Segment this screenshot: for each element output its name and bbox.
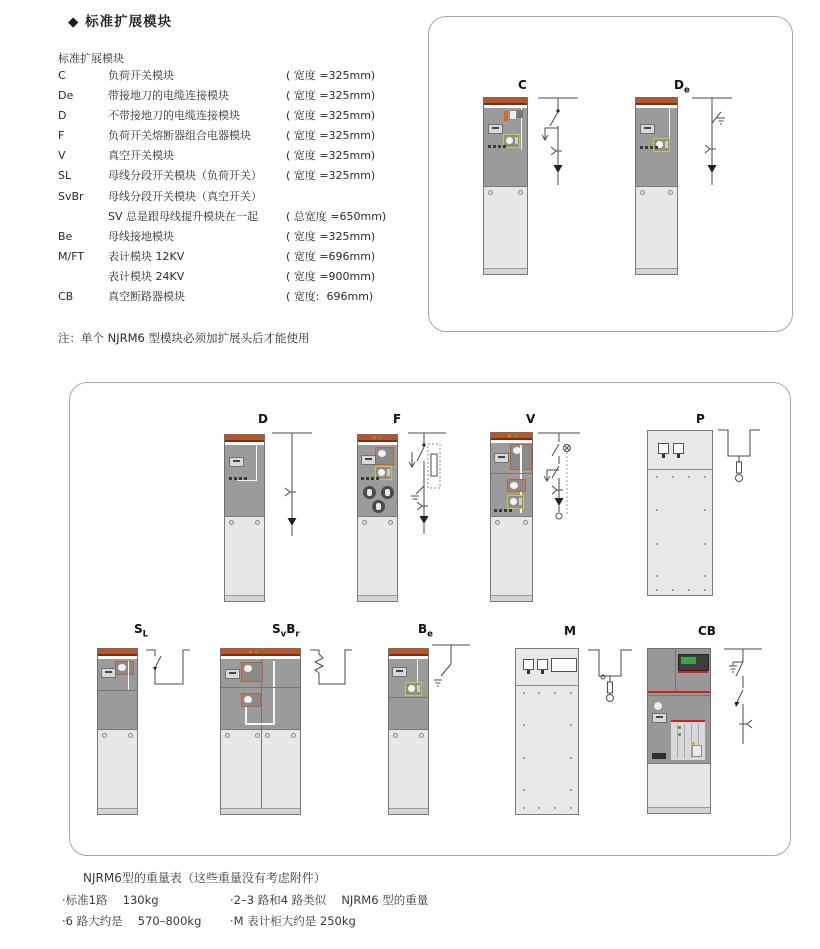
- door-seam: [261, 729, 262, 814]
- mechanism-panel: [241, 693, 261, 707]
- status-dot-orange: [508, 434, 511, 437]
- module-desc: 负荷开关熔断器组合电器模块: [108, 129, 251, 143]
- base-strip: [389, 808, 428, 814]
- diagram-label-d: D: [258, 412, 268, 426]
- module-desc: 母线分段开关模块（真空开关）: [108, 189, 262, 203]
- module-desc: 表计模块 24KV: [108, 269, 185, 283]
- meter-window: [673, 443, 684, 454]
- cable-compartment-door: [635, 186, 678, 275]
- screw: [668, 190, 673, 195]
- red-stripe: [678, 671, 708, 673]
- module-code: Be: [58, 229, 73, 243]
- module-code: [58, 267, 108, 287]
- busbar-cover: [636, 98, 677, 105]
- cable-compartment-door: [224, 516, 265, 602]
- busbar-cover: [389, 649, 428, 656]
- screw-dot: [554, 692, 556, 694]
- cabinet-d: [224, 434, 265, 602]
- protection-relay-display: [678, 654, 709, 671]
- pressure-gauge: [653, 701, 663, 711]
- indicator-dots: [361, 477, 379, 480]
- diagram-label-cb: CB: [698, 624, 716, 638]
- screw-dot: [704, 589, 706, 591]
- screw-dot: [538, 807, 540, 809]
- module-desc: 不带接地刀的电缆连接模块: [108, 109, 240, 123]
- base-strip: [221, 808, 300, 814]
- mechanism-panel: [115, 661, 134, 675]
- nameplate: [494, 453, 509, 463]
- screw: [518, 190, 523, 195]
- mechanism-panel: [375, 447, 394, 465]
- mechanism-panel: [241, 662, 263, 682]
- screw-dot: [523, 789, 525, 791]
- base-strip: [98, 808, 137, 814]
- weight-item: ·2–3 路和4 路类似 NJRM6 型的重量: [230, 893, 429, 907]
- nameplate: [652, 713, 667, 723]
- diagram-label-p: P: [696, 412, 705, 426]
- module-code: SL: [58, 169, 72, 183]
- circuit-symbol-v: [536, 428, 582, 560]
- module-code: D: [58, 109, 67, 123]
- compartment-divider: [389, 697, 428, 698]
- red-stripe: [648, 691, 710, 693]
- nameplate: [101, 668, 116, 678]
- fuse-canister: [381, 486, 394, 499]
- diagram-label-m: M: [564, 624, 576, 638]
- screw-dot: [523, 757, 525, 759]
- cabinet-f: [357, 434, 398, 602]
- module-desc: 真空开关模块: [108, 149, 174, 163]
- screw-dot: [656, 476, 658, 478]
- mechanism-panel: [507, 479, 526, 492]
- meter-window: [523, 659, 534, 670]
- fuse-canister: [363, 486, 376, 499]
- weight-table-title: NJRM6型的重量表（这些重量没有考虑附件）: [83, 871, 326, 885]
- panel-seam-line: [669, 108, 670, 142]
- panel-gap: [389, 656, 428, 659]
- module-code: V: [58, 149, 66, 163]
- nameplate: [361, 455, 376, 465]
- module-row: [58, 287, 386, 307]
- module-row: [58, 146, 386, 166]
- indicator-tab: [504, 111, 508, 121]
- screw-dot: [554, 807, 556, 809]
- nameplate: [229, 457, 244, 467]
- panel-gap: [491, 440, 532, 443]
- status-dot-green: [514, 434, 517, 437]
- module-desc: 负荷开关模块: [108, 69, 174, 82]
- breaker-assembly: [670, 719, 706, 761]
- module-spec: ( 宽度 =325mm): [286, 89, 376, 103]
- screw-dot: [688, 589, 690, 591]
- module-spec: ( 宽度: 696mm): [286, 290, 374, 304]
- module-row: [58, 106, 386, 126]
- screw: [255, 520, 260, 525]
- panel-seam-line: [237, 480, 257, 481]
- meter-window: [658, 443, 669, 454]
- bus-riser-line: [273, 661, 275, 724]
- mech-block: [517, 110, 523, 118]
- screw-dot: [704, 543, 706, 545]
- circuit-symbol-cb: [720, 644, 766, 750]
- panel-seam-line: [128, 661, 129, 690]
- screw: [388, 520, 393, 525]
- module-row: [58, 166, 386, 186]
- circuit-symbol-c: [536, 93, 580, 209]
- screw-dot: [688, 476, 690, 478]
- compartment-divider: [648, 695, 710, 696]
- module-list: [58, 66, 386, 307]
- circuit-symbol-f: [402, 428, 452, 556]
- busbar-cover: [484, 98, 527, 105]
- module-spec: ( 宽度 =325mm): [286, 129, 376, 143]
- screw-dot: [570, 757, 572, 759]
- meter-display-window: [551, 658, 577, 672]
- indicator-dots: [494, 509, 512, 512]
- cabinet-sl: [97, 648, 138, 815]
- panel-gap: [358, 442, 397, 445]
- compartment-divider: [491, 473, 532, 474]
- indicator-dots: [640, 146, 658, 149]
- screw: [419, 733, 424, 738]
- base-strip: [358, 595, 397, 601]
- usage-note: 注：单个 NJRM6 型模块必须加扩展头后才能使用: [58, 331, 310, 345]
- screw: [229, 520, 234, 525]
- cable-compartment-door: [357, 516, 398, 602]
- diagram-label-de: $D_e$: [674, 78, 690, 96]
- module-row: [58, 126, 386, 146]
- circuit-symbol-sl: [144, 642, 192, 698]
- compartment-divider: [221, 687, 300, 688]
- mech-window: [509, 110, 517, 120]
- module-code: De: [58, 89, 74, 103]
- panel-seam-line: [417, 659, 418, 683]
- screw: [225, 733, 230, 738]
- screw-dot: [656, 543, 658, 545]
- base-strip: [636, 268, 677, 274]
- circuit-symbol-svbr: [308, 642, 354, 698]
- screw-dot: [570, 692, 572, 694]
- module-code: F: [58, 129, 65, 143]
- screw: [291, 733, 296, 738]
- screw: [488, 190, 493, 195]
- panel-gap: [225, 442, 264, 445]
- weight-item: ·6 路大约是 570–800kg: [62, 914, 202, 928]
- screw-dot: [656, 589, 658, 591]
- module-desc: 带接地刀的电缆连接模块: [108, 89, 229, 103]
- screw: [523, 520, 528, 525]
- operation-aperture: [507, 495, 524, 509]
- status-dot-orange: [373, 436, 376, 439]
- weight-item: ·标准1路 130kg: [62, 893, 159, 907]
- base-strip: [648, 807, 710, 813]
- module-desc: 真空断路器模块: [108, 290, 185, 304]
- label-plate: [652, 753, 666, 759]
- module-desc: SV 总是跟母线提升模块在一起: [108, 209, 259, 223]
- cable-compartment-door: [388, 729, 429, 815]
- cabinet-p: [647, 430, 713, 596]
- screw: [640, 190, 645, 195]
- panel-gap: [636, 105, 677, 108]
- module-row: [58, 66, 386, 86]
- nameplate: [392, 667, 407, 677]
- module-row: [58, 267, 386, 287]
- screw-dot: [523, 692, 525, 694]
- diagram-label-v: V: [526, 412, 536, 426]
- screw: [102, 733, 107, 738]
- cabinet-c: [483, 97, 528, 275]
- module-code: [58, 207, 108, 227]
- nameplate: [640, 124, 655, 134]
- panel-gap: [98, 656, 137, 659]
- circuit-symbol-d: [270, 428, 314, 544]
- screw-dot: [570, 807, 572, 809]
- meter-window: [537, 659, 548, 670]
- cabinet-svbr: [220, 648, 301, 815]
- diagram-label-be: $B_e$: [418, 622, 433, 640]
- module-spec: ( 宽度 =325mm): [286, 149, 376, 163]
- status-dot-green: [379, 436, 382, 439]
- screw: [393, 733, 398, 738]
- status-dot-orange: [249, 650, 252, 653]
- module-desc: 母线分段开关模块（负荷开关）: [108, 169, 262, 183]
- operation-aperture: [653, 138, 670, 152]
- screw-dot: [570, 789, 572, 791]
- weight-line: [62, 892, 428, 908]
- compartment-divider: [98, 690, 137, 691]
- module-spec: ( 总宽度 =650mm): [286, 209, 387, 223]
- weight-item: ·M 表计柜大约是 250kg: [230, 914, 356, 928]
- module-code: C: [58, 69, 66, 82]
- module-spec: ( 宽度 =325mm): [286, 169, 376, 183]
- module-list-title: 标准扩展模块: [58, 52, 124, 65]
- screw-dot: [538, 692, 540, 694]
- screw-dot: [672, 476, 674, 478]
- screw-dot: [704, 509, 706, 511]
- operation-aperture: [405, 682, 422, 696]
- screw-dot: [656, 509, 658, 511]
- busbar-cover: [358, 435, 397, 442]
- diagram-label-f: F: [393, 412, 402, 426]
- module-desc: 母线接地模块: [108, 229, 174, 243]
- screw-dot: [704, 476, 706, 478]
- base-strip: [225, 595, 264, 601]
- cable-compartment-door: [490, 516, 533, 602]
- module-row: [58, 207, 386, 227]
- diagram-label-svbr: $S_vB_r$: [272, 622, 300, 640]
- diagram-label-sl: $S_L$: [134, 622, 149, 640]
- module-code: CB: [58, 290, 74, 304]
- screw: [128, 733, 133, 738]
- weight-line: [62, 913, 356, 929]
- module-code: M/FT: [58, 249, 85, 263]
- busbar-cover: [98, 649, 137, 656]
- screw-dot: [523, 724, 525, 726]
- indicator-dots: [229, 477, 247, 480]
- module-code: SvBr: [58, 189, 84, 203]
- circuit-symbol-de: [690, 93, 734, 209]
- screw: [265, 733, 270, 738]
- fuse-canister: [372, 500, 385, 513]
- indicator-dots: [488, 145, 506, 148]
- status-dot-green: [255, 650, 258, 653]
- module-row: [58, 247, 386, 267]
- screw: [362, 520, 367, 525]
- screw-dot: [570, 724, 572, 726]
- bus-riser-line: [245, 723, 275, 725]
- module-row: [58, 86, 386, 106]
- module-row: [58, 187, 386, 207]
- circuit-symbol-m: [586, 644, 634, 708]
- screw: [495, 520, 500, 525]
- cabinet-cb: [647, 648, 711, 814]
- module-desc: 表计模块 12KV: [108, 249, 185, 263]
- busbar-cover: [491, 433, 532, 440]
- module-spec: ( 宽度 =900mm): [286, 269, 376, 283]
- screw-dot: [672, 589, 674, 591]
- busbar-cover: [221, 649, 300, 656]
- circuit-symbol-p: [716, 424, 762, 488]
- module-row: [58, 227, 386, 247]
- module-spec: ( 宽度 =696mm): [286, 249, 376, 263]
- screw-dot: [704, 575, 706, 577]
- cabinet-v: [490, 432, 533, 602]
- base-strip: [491, 595, 532, 601]
- base-strip: [484, 268, 527, 274]
- module-spec: ( 宽度 =325mm): [286, 69, 376, 82]
- rating-label: [692, 745, 702, 757]
- module-spec: ( 宽度 =325mm): [286, 109, 376, 123]
- screw-dot: [656, 575, 658, 577]
- cabinet-de: [635, 97, 678, 275]
- cabinet-m: [515, 648, 579, 815]
- panel-seam: [675, 649, 676, 691]
- busbar-cover: [225, 435, 264, 442]
- screw: [255, 733, 260, 738]
- nameplate: [225, 669, 240, 679]
- page-title: ◆ 标准扩展模块: [68, 14, 173, 30]
- cable-compartment-door: [483, 186, 528, 275]
- compartment-divider: [648, 469, 712, 470]
- diagram-label-c: C: [518, 78, 527, 92]
- circuit-symbol-be: [430, 640, 472, 692]
- nameplate: [488, 124, 503, 134]
- module-spec: ( 宽度 =325mm): [286, 229, 376, 243]
- screw-dot: [523, 807, 525, 809]
- compartment-divider: [516, 685, 578, 686]
- panel-seam-line: [256, 445, 257, 481]
- cabinet-be: [388, 648, 429, 815]
- cable-compartment-door: [97, 729, 138, 815]
